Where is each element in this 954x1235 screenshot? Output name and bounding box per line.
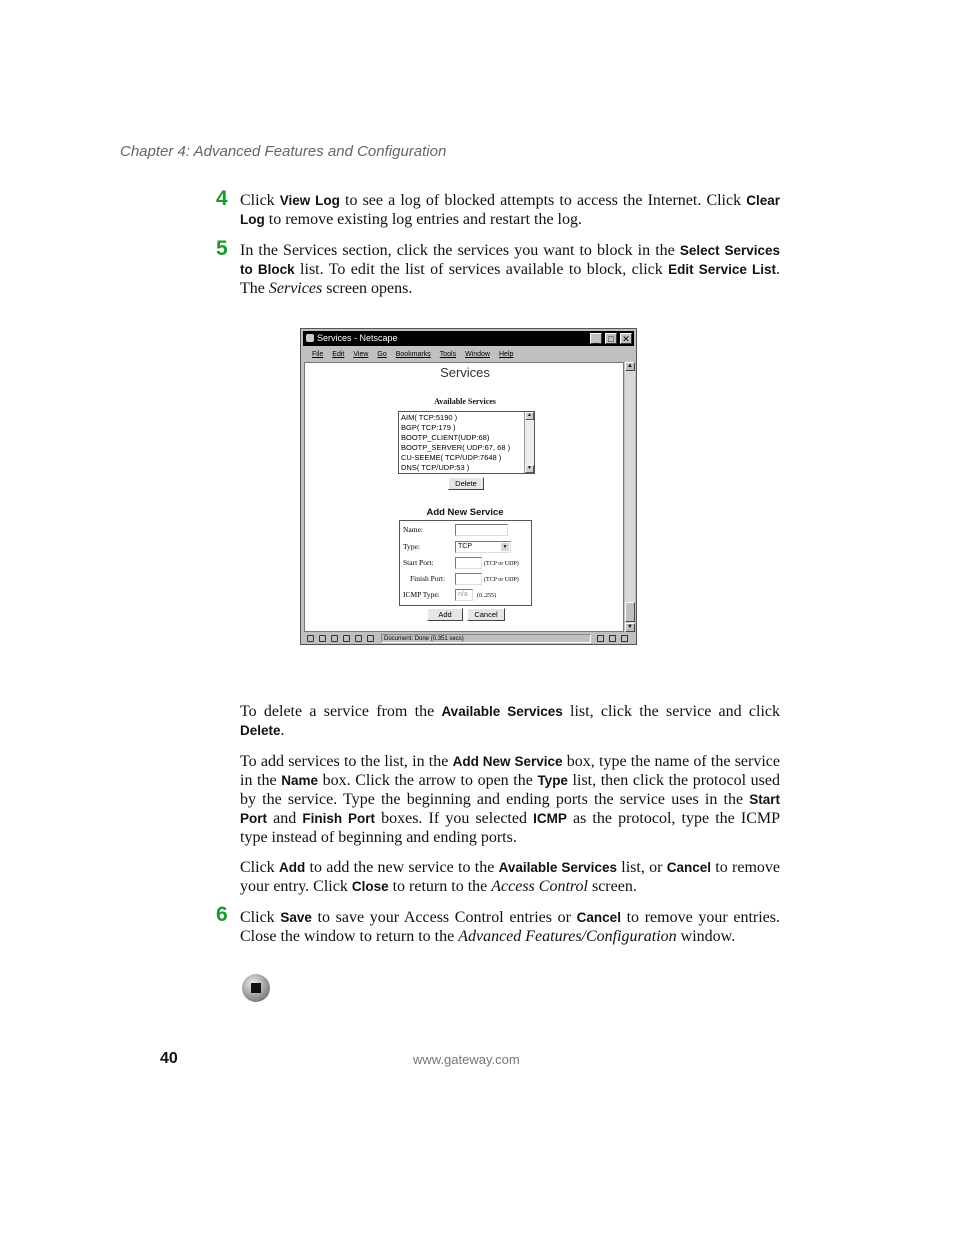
title-bar [303,331,634,346]
ui-term: Close [351,879,389,894]
add-instructions [240,752,780,847]
start-port-input[interactable] [455,557,482,569]
close-button[interactable]: ✕ [620,333,632,344]
offline-icon [621,635,628,642]
icmp-type-label: ICMP Type: [403,590,440,599]
menu-view[interactable]: View [353,351,369,358]
ui-term: Available Services [498,860,617,875]
ui-term: Add [278,860,306,875]
text: list, or [616,859,667,876]
text: . [280,722,285,739]
security-icon[interactable] [367,635,374,642]
text: list, then click the protocol used by the service. Type the beginning and ending ports the service uses in the [240,772,780,808]
chat-icon[interactable] [355,635,362,642]
text: to remove your entry. Click [240,859,781,895]
status-bar [303,633,634,644]
ui-term: Cancel [666,860,712,875]
menu-bar [303,348,634,361]
text: box, type the name of the service in the [240,753,781,789]
menu-go[interactable]: Go [377,351,387,358]
menu-help[interactable]: Help [499,351,514,358]
ui-term: ICMP [533,811,567,826]
page-scrollbar[interactable] [625,362,635,632]
emphasis: Advanced Features/Configuration [458,928,677,945]
name-label: Name: [403,525,423,534]
text: to return to the [388,878,492,895]
ui-term: Name [281,773,318,788]
stop-icon [242,974,270,1002]
scroll-down-icon[interactable]: ▼ [525,465,534,473]
page-content [304,362,624,632]
list-item[interactable]: BOOTP_CLIENT(UDP:68) [401,433,490,442]
menu-tools[interactable]: Tools [439,351,457,358]
step-number-4: 4 [216,187,228,210]
text: to add the new service to the [305,859,499,876]
step-number-6: 6 [216,903,228,926]
minimize-button[interactable]: _ [590,333,602,344]
finish-port-label: Finish Port: [410,574,446,583]
text: In the Services section, click the services you want to block in the [240,242,680,259]
add-new-service-label: Add New Service [426,507,504,518]
netscape-icon [306,334,314,342]
scroll-down-icon[interactable]: ▼ [625,623,635,632]
finish-port-input[interactable] [455,573,482,585]
start-port-note: (TCP or UDP) [484,561,519,567]
list-item[interactable]: CU-SEEME( TCP/UDP:7648 ) [401,453,502,462]
scroll-up-icon[interactable]: ▲ [525,412,534,420]
services-window [300,328,637,645]
name-input[interactable] [455,524,508,536]
ui-term: Save [280,910,312,925]
text: to remove your entries. Close the window to return to the [240,909,781,945]
type-value: TCP [458,543,472,550]
text: screen. [587,878,637,895]
text: box. Click the arrow to open the [317,772,538,789]
step-5-text [240,241,780,298]
ui-term: Delete [240,723,281,738]
menu-window[interactable]: Window [465,351,490,358]
text: Click [240,859,279,876]
step-4-text [240,191,780,229]
text: screen opens. [322,280,413,297]
connection-icon [597,635,604,642]
navigator-icon[interactable] [319,635,326,642]
add-cancel-instructions [240,858,780,896]
scroll-thumb[interactable] [625,602,635,622]
window-title: Services - Netscape [317,333,398,343]
ui-term: Type [537,773,568,788]
finish-port-note: (TCP or UDP) [484,577,519,583]
chevron-down-icon[interactable]: ▼ [502,544,508,550]
lock-icon [609,635,616,642]
add-service-form [399,520,532,606]
ui-term: Available Services [441,704,563,719]
list-item[interactable]: AIM( TCP:5190 ) [401,413,458,422]
emphasis: Access Control [491,878,588,895]
text: window. [676,928,736,945]
text: to save your Access Control entries or [311,909,577,926]
ui-term: Add New Service [452,754,563,769]
text: To delete a service from the [240,703,442,720]
page-number: 40 [160,1050,178,1067]
scroll-up-icon[interactable]: ▲ [625,362,635,371]
text: to remove existing log entries and restart the log. [264,211,582,228]
status-text: Document: Done (0.351 secs) [381,634,591,643]
type-select[interactable] [455,541,511,553]
ui-term: Select Services to Block [240,243,781,277]
icmp-type-input[interactable]: n/a [455,589,473,601]
text: Click [240,192,280,209]
list-item[interactable]: BOOTP_SERVER( UDP:67, 68 ) [401,443,511,452]
type-label: Type: [403,542,420,551]
maximize-button[interactable]: □ [605,333,617,344]
text: and [267,810,303,827]
available-services-label: Available Services [434,397,496,406]
list-item[interactable]: DNS( TCP/UDP:53 ) [401,463,470,472]
icmp-range-note: (0..255) [477,593,496,599]
address-book-icon[interactable] [343,635,350,642]
ui-term: Cancel [576,910,621,925]
text: list, click the service and click [562,703,781,720]
ui-term: Start Port [240,792,780,826]
text: list. To edit the list of services available to block, click [294,261,669,278]
start-port-label: Start Port: [403,558,434,567]
text: Click [240,909,281,926]
ui-term: View Log [279,193,340,208]
menu-file[interactable]: File [312,351,324,358]
add-button[interactable]: Add [427,608,463,621]
menu-bookmarks[interactable]: Bookmarks [395,351,431,358]
delete-button[interactable]: Delete [448,477,484,490]
mail-icon[interactable] [307,635,314,642]
emphasis: Services [268,280,323,297]
available-services-list[interactable] [398,411,535,474]
cancel-button[interactable]: Cancel [467,608,505,621]
text: . The [240,261,780,297]
step-6-text [240,908,780,946]
text: To add services to the list, in the [240,753,453,770]
chapter-header: Chapter 4: Advanced Features and Configuration [120,143,447,160]
step-number-5: 5 [216,237,228,260]
delete-instructions [240,702,780,740]
text: to see a log of blocked attempts to access the Internet. Click [339,192,747,209]
services-heading: Services [440,365,490,380]
text: as the protocol, type the ICMP type instead of beginning and ending ports. [240,810,781,846]
footer-url: www.gateway.com [413,1052,520,1067]
text: boxes. If you selected [374,810,534,827]
list-scrollbar[interactable] [524,412,534,473]
list-item[interactable]: BGP( TCP:179 ) [401,423,456,432]
menu-edit[interactable]: Edit [332,351,345,358]
composer-icon[interactable] [331,635,338,642]
ui-term: Edit Service List [668,262,776,277]
ui-term: Finish Port [302,811,375,826]
ui-term: Clear Log [240,193,780,227]
